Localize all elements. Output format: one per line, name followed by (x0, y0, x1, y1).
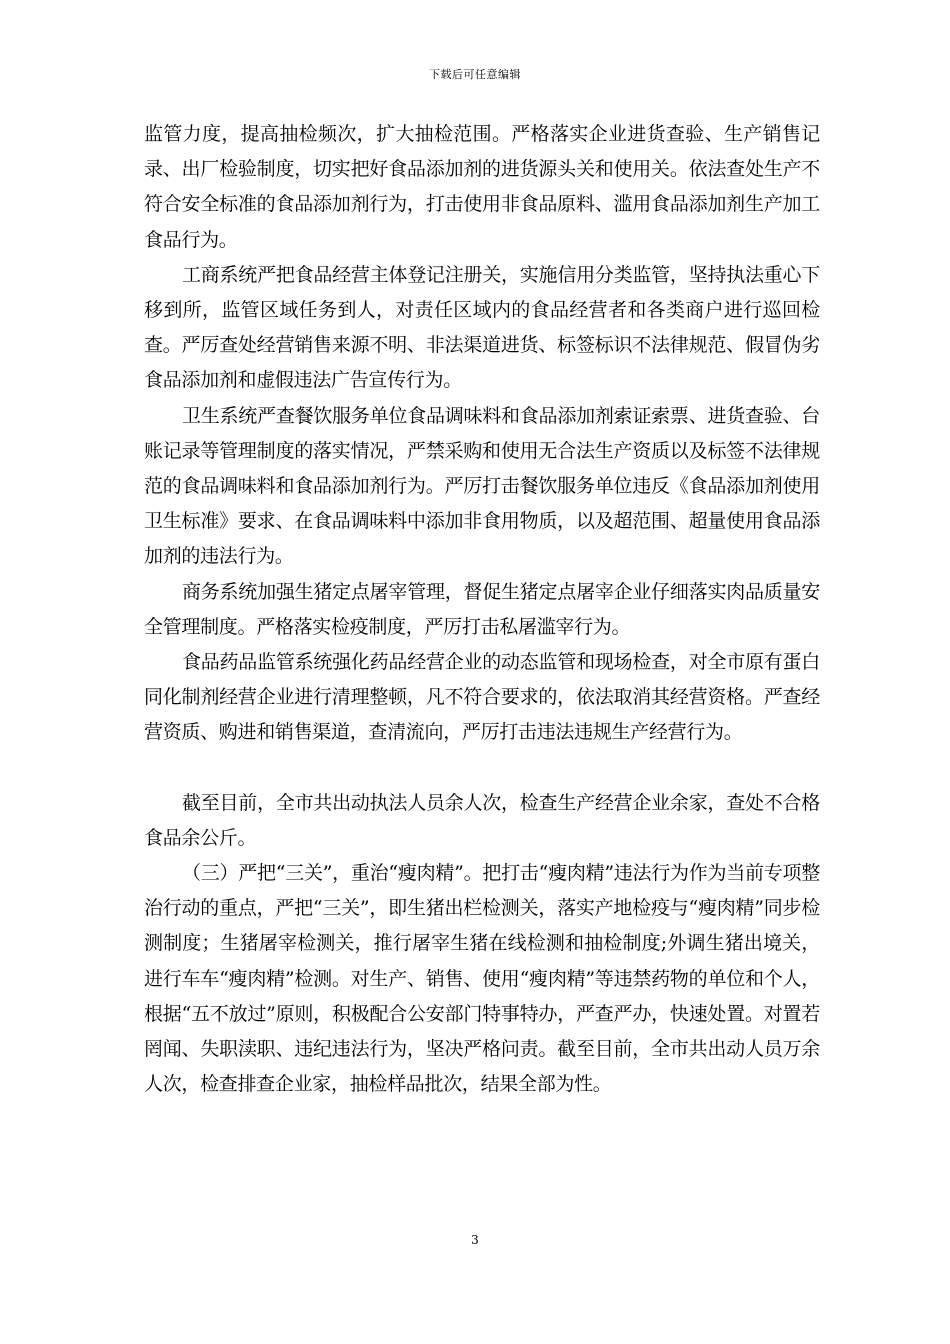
paragraph-commerce-industry: 工商系统严把食品经营主体登记注册关，实施信用分类监管，坚持执法重心下移到所，监管区域任务到人，对责任区域内的食品经营者和各类商户进行巡回检查。严厉查处经营销售来源不明、非法渠道进货、标签标识不法律规范、假冒伪劣食品添加剂和虚假违法广告宣传行为。 (144, 263, 820, 392)
paragraph-commerce-system: 商务系统加强生猪定点屠宰管理，督促生猪定点屠宰企业仔细落实肉品质量安全管理制度。严格落实检疫制度，严厉打击私屠滥宰行为。 (144, 580, 820, 638)
paragraph-continued: 监管力度，提高抽检频次，扩大抽检范围。严格落实企业进货查验、生产销售记录、出厂检验制度，切实把好食品添加剂的进货源头关和使用关。依法查处生产不符合安全标准的食品添加剂行为，打击使用非食品原料、滥用食品添加剂生产加工食品行为。 (144, 123, 820, 251)
document-body (144, 117, 820, 1102)
paragraph-gap (144, 751, 820, 786)
paragraph-health-system: 卫生系统严查餐饮服务单位食品调味料和食品添加剂索证索票、进货查验、台账记录等管理制度的落实情况，严禁采购和使用无合法生产资质以及标签不法律规范的食品调味料和食品添加剂行为。严厉打击餐饮服务单位违反《食品添加剂使用卫生标准》要求、在食品调味料中添加非食用物质，以及超范围、超量使用食品添加剂的违法行为。 (144, 404, 820, 568)
paragraph-summary: 截至目前，全市共出动执法人员余人次，检查生产经营企业余家，查处不合格食品余公斤。 (144, 791, 820, 849)
paragraph-section-three: （三）严把“三关”，重治“瘦肉精”。把打击“瘦肉精”违法行为作为当前专项整治行动的重点，严把“三关”，即生猪出栏检测关，落实产地检疫与“瘦肉精”同步检测制度；生猪屠宰检测关，推行屠宰生猪在线检测和抽检制度;外调生猪出境关，进行车车“瘦肉精”检测。对生产、销售、使用“瘦肉精”等违禁药物的单位和个人，根据“五不放过”原则，积极配合公安部门特事特办，严查严办，快速处置。对置若罔闻、失职渎职、违纪违法行为，坚决严格问责。截至目前，全市共出动人员万余人次，检查排查企业家，抽检样品批次，结果全部为性。 (144, 862, 820, 1096)
page-header: 下载后可任意编辑 (429, 68, 521, 81)
page-number: 3 (471, 1233, 479, 1247)
paragraph-food-drug-system: 食品药品监管系统强化药品经营企业的动态监管和现场检查，对全市原有蛋白同化制剂经营企业进行清理整顿，凡不符合要求的，依法取消其经营资格。严查经营资质、购进和销售渠道，查清流向，严厉打击违法违规生产经营行为。 (144, 651, 820, 744)
